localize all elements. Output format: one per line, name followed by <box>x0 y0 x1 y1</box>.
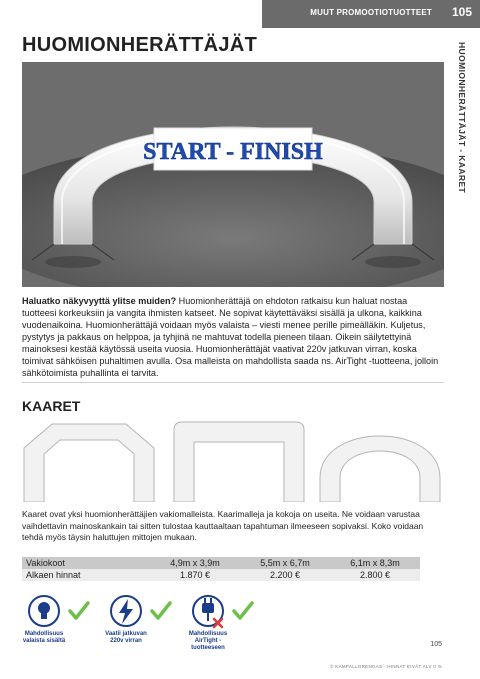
feature-lighting <box>22 593 102 653</box>
inflatable-arch-illustration <box>22 62 444 287</box>
angular-arch-image <box>22 420 156 502</box>
feature-power <box>104 593 184 653</box>
check-icon <box>152 603 170 618</box>
intro-text: Huomionherättäjä on ehdoton ratkaisu kun haluat nostaa tuotteesi korkeuksiin ja vangita ihmisten katseet. Ne sopivat käytettäväksi sisällä ja ulkona, kaikkina vuodenaikoina. Huomionherättäjä voidaan myös valaista – viesti menee perille pimeälläkin. Kuljetus, pystytys ja pakkaus on helppoa, ja tyhjinä ne mahtuvat todella pieneen tilaan. Oikein säilytettyinä mainoksesi kestää käytössä useita vuosia. Huomionherättäjät vaativat 220v jatkuvan virran, koska toimivat sähköisen puhaltimen avulla. Osa malleista on mahdollista saada ns. AirTight -tuotteena, jolloin sähkötoimista puhallinta ei tarvita. <box>22 296 439 378</box>
check-icon <box>234 603 252 618</box>
side-label-text: HUOMIONHERÄTTÄJÄT - KAARET <box>457 42 467 194</box>
table-row <box>22 557 420 569</box>
kaaret-heading: KAARET <box>22 398 81 414</box>
angular-arch-illustration <box>22 420 156 502</box>
intro-paragraph <box>22 295 442 379</box>
table-cell: 2.800 € <box>330 569 420 581</box>
electricity-icon <box>104 593 176 631</box>
check-icon <box>70 603 88 618</box>
footer-note: © KAMPALLORENGAS · HINNAT EIVÄT ALV 0 % <box>330 664 442 669</box>
divider <box>22 382 444 383</box>
table-cell: 1.870 € <box>150 569 240 581</box>
kaaret-paragraph: Kaaret ovat yksi huomionherättäjien vakiomalleista. Kaarimalleja ja kokoja on useita. Ne voidaan varustaa vaihdettavin mainoskankain tai sitten tulostaa kauttaaltaan tapahtuman ilmeeseen sopivaksi. Koko voidaan tehdä myös täysin haluttujen mittojen mukaan. <box>22 509 424 542</box>
side-label <box>451 42 471 462</box>
square-arch-illustration <box>172 420 306 502</box>
feature-label: Mahdollisuus valaista sisältä <box>22 631 66 644</box>
feature-airtight <box>186 593 266 653</box>
section-header <box>262 0 480 28</box>
table-cell: 5,5m x 6,7m <box>240 557 330 569</box>
table-cell: 2.200 € <box>240 569 330 581</box>
page-number: 105 <box>430 641 442 648</box>
round-arch-image <box>318 420 442 502</box>
table-cell: Alkaen hinnat <box>22 569 150 581</box>
square-arch-image <box>172 420 306 502</box>
table-cell: 4,9m x 3,9m <box>150 557 240 569</box>
price-table <box>22 557 420 581</box>
header-page-number: 105 <box>451 5 472 19</box>
arch-banner-text: START - FINISH <box>143 139 323 165</box>
lightbulb-icon <box>22 593 94 631</box>
table-row <box>22 569 420 581</box>
round-arch-illustration <box>318 420 442 502</box>
feature-label: Mahdollisuus AirTight -tuotteeseen <box>188 631 228 651</box>
feature-label: Vaatii jatkuvan 220v virran <box>105 631 147 644</box>
section-title: MUUT PROMOOTIOTUOTTEET <box>310 8 432 17</box>
table-cell: 6,1m x 8,3m <box>330 557 420 569</box>
table-cell: Vakiokoot <box>22 557 150 569</box>
intro-lead: Haluatko näkyvyyttä ylitse muiden? <box>22 296 177 306</box>
plug-icon <box>186 593 258 631</box>
page-title: HUOMIONHERÄTTÄJÄT <box>22 34 258 56</box>
hero-arch-image <box>22 62 444 287</box>
